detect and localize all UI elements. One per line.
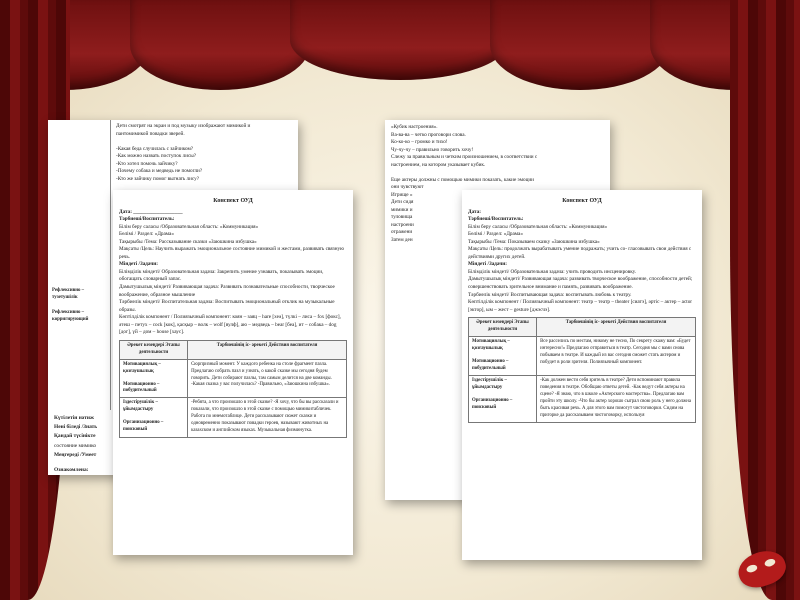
document-title: Конспект ОУД	[213, 198, 253, 204]
curtain-valance	[490, 0, 670, 90]
table-header: Тәрбиешінің іс- әрекеті Действия воспитателя	[537, 318, 696, 337]
topic-field: Тақырыбы /Тема: Показываем сказку «Заюшкина избушка»	[468, 238, 600, 245]
stage-text: Сюрпризный момент. У каждого ребенка на столе фрагмент пазла. Предлагаю собрать пазл и узнать, о какой сказке мы сегодня будем говорить. Дети собирают пазлы, там самым делится на две команды. -Какая сказка у вас получилась? -Правильно, «Заюшкина избушка».	[188, 359, 347, 398]
curtain-valance	[130, 0, 310, 90]
stage-text: -Как должен вести себя зритель в театре? Дети вспоминают правила поведения в театре. Обобщаю ответы детей. -Как ведут себя актеры на сцене? -Я знаю, что в школе «Актерского мастерства». Предлагаю вам пройти эту школу. -Что бы актер хорошо сыграл свою роль у него должна быть красивая речь. А для этого вам помогут чистоговорки. Сидим на пригорке да рассказываем чистоговорку, используя	[537, 375, 696, 422]
stage-label: Мотивациялық – қозғаушылық	[123, 361, 161, 374]
bottom-label: состояние мимико	[54, 442, 97, 449]
topic-field: Тақырыбы /Тема: Рассказывание сказки «Заюшкина избушка»	[119, 238, 257, 245]
table-row	[120, 359, 347, 398]
text-line: пантомимикой повадки зверей.	[116, 130, 185, 137]
text-line: Дети сидя	[391, 199, 414, 206]
date-field: Дата: ___________________	[119, 208, 183, 215]
text-line: Ва-ва-ва – четко проговори слова.	[391, 131, 466, 138]
curtain-valance	[290, 0, 510, 80]
text-line: -Какая беда случилась с зайчиком?	[116, 145, 194, 152]
side-label: Рефлексивно – корригирующий	[52, 310, 89, 322]
bottom-label: Ознакомлена:	[54, 466, 89, 473]
text-line	[116, 138, 293, 146]
bottom-label: Меңгереді /Умеет	[54, 451, 97, 458]
table-header: Тәрбиешінің іс- әрекеті Действия воспитателя	[188, 340, 347, 359]
text-line: настроени	[391, 221, 414, 228]
text-line: -Кто хотел помочь зайчику?	[116, 160, 178, 167]
text-line: -Как можно назвать поступок лисы?	[116, 153, 197, 160]
stage-label: Мотивационно – побудительный	[123, 381, 160, 394]
text-line: настроением, на котором указывает кубик.	[391, 161, 486, 168]
stage-label: Организационно – поисковый	[472, 397, 513, 410]
bottom-label: Қандай түсінікте	[54, 433, 96, 440]
table-row	[469, 375, 696, 422]
text-line: -Почему собака и медведь не помогли?	[116, 168, 203, 175]
stage-label: Мотивациялық – қозғаушылық	[472, 339, 510, 351]
text-line: туловища	[391, 214, 413, 221]
text-line: Затем ден	[391, 236, 413, 243]
text-line: Дети смотрят на экран и под музыку изображают мимикой и	[116, 123, 251, 129]
stage-label: Іздестірушілік – ұйымдастыру	[472, 377, 507, 390]
section-field: Бөлімі / Раздел: «Драма»	[468, 231, 523, 238]
section-field: Бөлімі / Раздел: «Драма»	[119, 231, 174, 238]
text-line: они чувствуют	[391, 184, 424, 191]
stage-text: -Ребята, а что произошло в этой сказке? -Я хочу, что бы вы рассказали и показали, что произошло в этой сказке с помощью мимикитабличек. Работа по мнемотаблице. Дети рассказывают сюжет сказки и одновременно показывают повадки героев, называют животных на казахском и английском языках. Музыкальная физминутка.	[188, 398, 347, 438]
bottom-label: Нені біледі /Знать	[54, 424, 98, 431]
side-label: Рефлексивно – тузетушiлiк	[52, 288, 84, 300]
table-header: Әрекет кезеңдері Этапы деятельности	[469, 318, 537, 337]
text-line: «Кубик настроения».	[391, 124, 438, 130]
stage-label: Мотивационно – побудительный	[472, 358, 509, 371]
text-line: Чу-чу-чу – правильно говорить хочу!	[391, 146, 474, 153]
table-header: Әрекет кезеңдері Этапы деятельности	[120, 340, 188, 359]
stage-label: Организационно – поисковый	[123, 420, 164, 433]
date-field: Дата:	[468, 208, 481, 215]
bottom-label: Күтілетін нәтиж	[54, 415, 94, 421]
tasks-label: Міндеті /Задачи:	[468, 261, 507, 268]
task-developmental: Дамытушылық міндеті/ Развивающая задача: Развивать познавательные способности, творческое воображение, образное мышление	[119, 284, 335, 298]
text-line: Слежу за правильным и четким произношением, в соответствии с	[391, 154, 538, 161]
activity-table	[119, 340, 347, 438]
text-line	[391, 169, 604, 177]
tasks-label: Міндеті /Задачи:	[119, 261, 158, 268]
multilingual-component: Көптілділік компонент / Полиязычный компонент: коян – заяц – hare [хеә], түлкі – лиса – fox [фокс], әтеш – петух – cock [кок], қасқыр – волк – wolf [вулф], аю – медведь – bear [беа], ит – собака – dog [дог], үй – дом – house [хаус].	[119, 314, 341, 336]
table-row	[469, 337, 696, 376]
stage-text: Все расселись по местам, никому не тесно, По секрету скажу вам: «Будет интересно!» Предлагаю отправиться в театр. Сегодня мы с вами снова побываем в театре. И каждый из вас сегодня сможет стать актером и побудет в роли зрителя. Полиязычный компонент.	[537, 337, 696, 376]
area-field: Білім беру саласы /Образовательная область: «Коммуникация»	[119, 223, 259, 230]
task-educational: Білімділік міндеті/ Образовательная задача: учить проводить инсценировку.	[468, 268, 637, 275]
teacher-field: Тәрбиеші/Воспитатель:	[468, 216, 524, 223]
task-developmental: Дамытушылық міндеті/ Развивающая задача: развивать творческое воображение, способности детей; совершенствовать зрительное внимание и память, развивать воображение.	[468, 276, 693, 290]
text-line: Игрище «	[391, 191, 413, 198]
right-front-sheet	[462, 190, 702, 560]
task-educational: Білімділік міндеті/ Образовательная задача: Закрепить умение узнавать, показывать эмоции, обогащать словарный запас.	[119, 268, 324, 283]
stage-label: Іздестірушілік – ұйымдастыру	[123, 400, 158, 413]
multilingual-component: Көптілділік компонент / Полиязычный компонент: театр – театр – theater [сиатэ], әртіс – актер – actor [эктор], ым – жест – gesture [джэсчэ].	[468, 299, 693, 313]
document-title: Конспект ОУД	[562, 198, 602, 204]
text-line: отражени	[391, 229, 413, 236]
text-line: Еще актеры должны с помощью мимики показать, какие эмоции	[391, 176, 534, 183]
text-line: мимики и	[391, 206, 413, 213]
text-line: -Кто же зайчику помог выгнать лису?	[116, 175, 200, 182]
goal-field: Мақсаты /Цель: Научить выражать эмоциональное состояние мимикой и жестами, развивать связную речь.	[119, 246, 344, 260]
task-upbringing: Тәрбиелік міндеті/ Воспитательная задача: Воспитывать эмоциональный отклик на музыкальные образы.	[119, 299, 335, 313]
goal-field: Мақсаты /Цель: продолжать вырабатывать умение подражать; учить со- гласовывать свои действия с действиями других детей.	[468, 246, 692, 260]
table-row	[120, 398, 347, 438]
task-upbringing: Тәрбиелік міндеті/ Воспитывающая задача: воспитывать любовь к театру.	[468, 291, 632, 298]
teacher-field: Тәрбиеші/Воспитатель:	[119, 216, 175, 223]
area-field: Білім беру саласы /Образовательная область: «Коммуникация»	[468, 223, 608, 230]
text-line: Ко-ко-ко – громко и тихо!	[391, 139, 448, 146]
left-front-sheet	[113, 190, 353, 555]
activity-table	[468, 317, 696, 422]
